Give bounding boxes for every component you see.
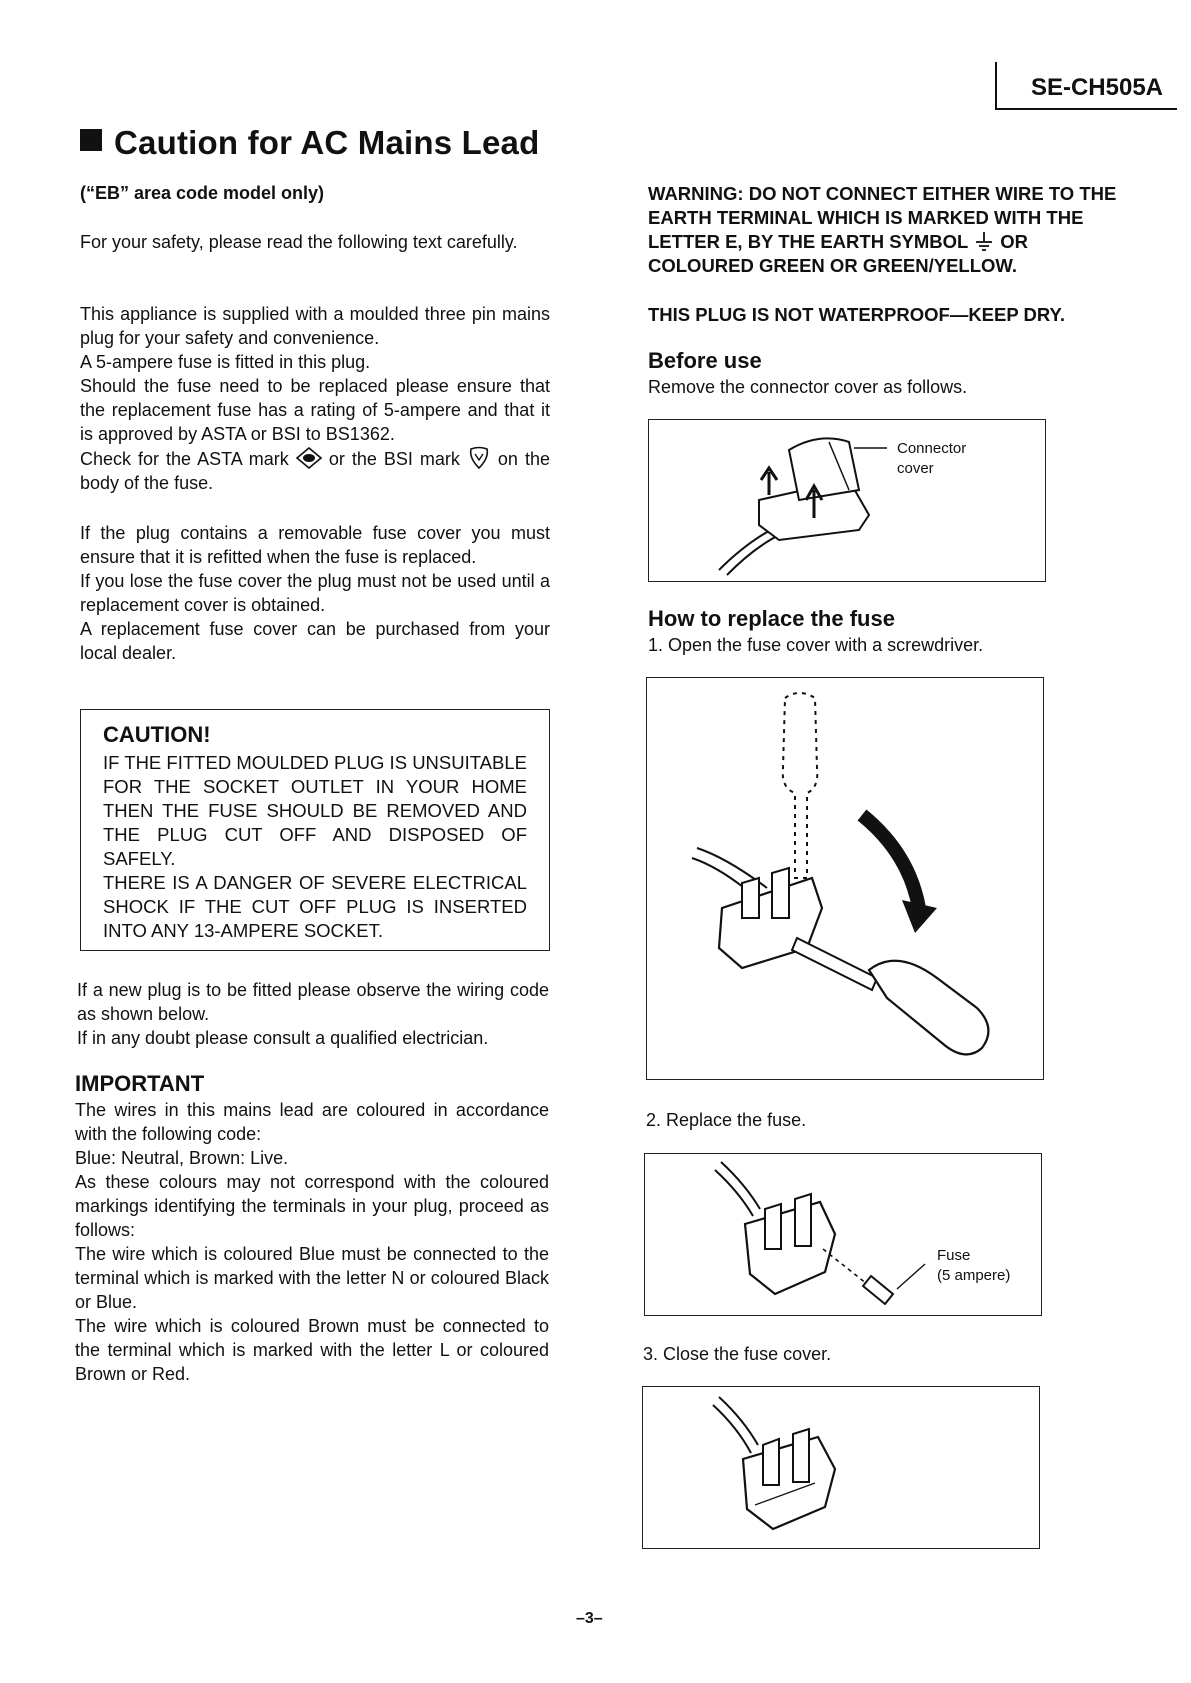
supply-paragraph: This appliance is supplied with a moulded three pin mains plug for your safety and convenience. A 5-ampere fuse is fitted in this plug. Should the fuse need to be replaced please ensure that the replacement fuse has a rating of 5-ampere and that it is approved by ASTA or BSI to BS1362. Check for the ASTA mark or the BSI mark on the body of the fuse. [80, 304, 550, 493]
replace-fuse-figure [644, 1153, 1042, 1316]
bullet-square-icon [80, 129, 102, 151]
step-1-text: 1. Open the fuse cover with a screwdriver. [648, 635, 984, 655]
caution-box [80, 709, 550, 951]
close-fuse-cover-figure [642, 1386, 1040, 1549]
bsi-kitemark-icon [467, 446, 491, 470]
connector-cover-figure [648, 419, 1046, 582]
plug-fuse-illustration [645, 1154, 1043, 1317]
important-heading: IMPORTANT [75, 1071, 205, 1096]
model-header [995, 62, 1177, 110]
caution-text: IF THE FITTED MOULDED PLUG IS UNSUITABLE FOR THE SOCKET OUTLET IN YOUR HOME THEN THE FUSE SHOULD BE REMOVED AND THE PLUG CUT OFF AND DISPOSED OF SAFELY. THERE IS A DANGER OF SEVERE ELECTRICAL SHOCK IF THE CUT OFF PLUG IS INSERTED INTO ANY 13-AMPERE SOCKET. [103, 752, 527, 941]
page-number: –3– [576, 1610, 603, 1627]
asta-mark-icon [296, 447, 322, 469]
area-code-note: (“EB” area code model only) [80, 183, 325, 203]
fuse-callout: Fuse (5 ampere) [937, 1247, 1011, 1284]
open-fuse-cover-figure [646, 677, 1044, 1080]
before-use-heading: Before use [648, 348, 762, 373]
step-3-text: 3. Close the fuse cover. [643, 1344, 832, 1364]
closed-plug-illustration [643, 1387, 1041, 1550]
check-marks-line: Check for the ASTA mark or the BSI mark on the body of the fuse. [80, 446, 550, 495]
plug-connector-illustration [649, 420, 1047, 583]
caution-title: CAUTION! [103, 722, 211, 747]
step-2-text: 2. Replace the fuse. [646, 1110, 807, 1130]
warning-paragraph: WARNING: DO NOT CONNECT EITHER WIRE TO THE EARTH TERMINAL WHICH IS MARKED WITH THE LETTER E, BY THE EARTH SYMBOL OR COLOURED GREEN OR GREEN/YELLOW. [648, 183, 1117, 276]
intro-paragraph: For your safety, please read the following text carefully. [80, 232, 518, 252]
connector-cover-callout: Connector cover [897, 440, 967, 477]
before-use-text: Remove the connector cover as follows. [648, 377, 968, 397]
replace-fuse-heading: How to replace the fuse [648, 606, 895, 631]
screwdriver-plug-illustration [647, 678, 1045, 1081]
page-title: Caution for AC Mains Lead [80, 124, 539, 162]
fuse-cover-paragraph: If the plug contains a removable fuse cover you must ensure that it is refitted when the fuse is replaced. If you lose the fuse cover the plug must not be used until a replacement cover is obtained. A replacement fuse cover can be purchased from your local dealer. [80, 523, 550, 663]
new-plug-paragraph: If a new plug is to be fitted please observe the wiring code as shown below. If in any doubt please consult a qualified electrician. [77, 980, 549, 1048]
not-waterproof-notice: THIS PLUG IS NOT WATERPROOF—KEEP DRY. [648, 304, 1065, 325]
model-number: SE-CH505A [1030, 74, 1163, 101]
earth-symbol-icon [973, 230, 995, 252]
important-paragraph: The wires in this mains lead are coloured in accordance with the following code: Blue: Neutral, Brown: Live. As these colours may not correspond with the coloured markings identifying the terminals in your plug, proceed as follows: The wire which is coloured Blue must be connected to the terminal which is marked with the letter N or coloured Black or Blue. The wire which is coloured Brown must be connected to the terminal which is marked with the letter L or coloured Brown or Red. [75, 1100, 549, 1384]
